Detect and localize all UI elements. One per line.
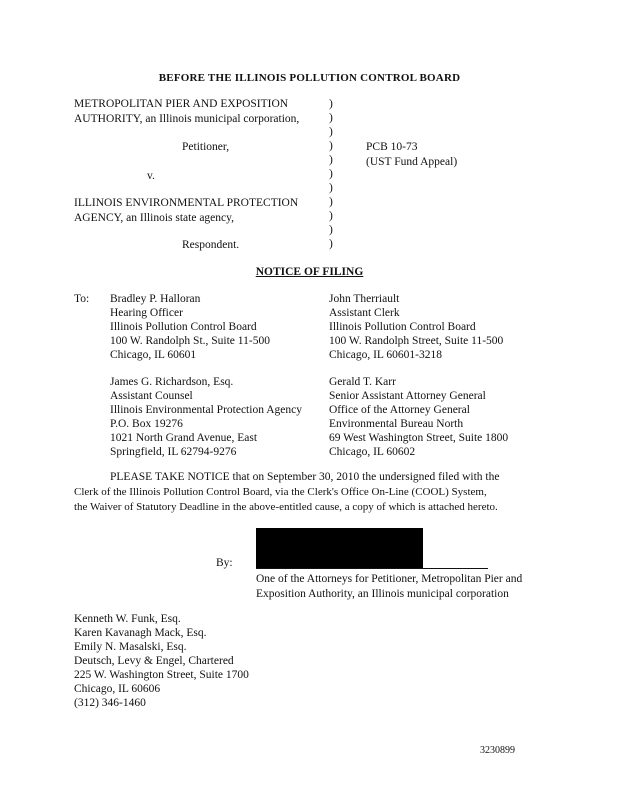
petitioner-name-line2: AUTHORITY, an Illinois municipal corporation, <box>74 113 300 125</box>
address-line: 100 W. Randolph St., Suite 11-500 <box>110 335 270 347</box>
address-line: Hearing Officer <box>110 307 183 319</box>
case-type: (UST Fund Appeal) <box>366 156 458 168</box>
paren: ) <box>329 140 333 152</box>
counsel-line: Chicago, IL 60606 <box>74 683 161 695</box>
address-line: Environmental Bureau North <box>329 418 464 430</box>
paren: ) <box>329 154 333 166</box>
address-line: Chicago, IL 60601-3218 <box>329 349 442 361</box>
address-line: Illinois Environmental Protection Agency <box>110 404 302 416</box>
address-line: Chicago, IL 60601 <box>110 349 197 361</box>
signature-caption-line2: Exposition Authority, an Illinois municipal corporation <box>256 588 509 600</box>
paren: ) <box>329 168 333 180</box>
counsel-block <box>74 612 249 710</box>
counsel-line: Kenneth W. Funk, Esq. <box>74 613 181 625</box>
address-line: Office of the Attorney General <box>329 404 470 416</box>
address-line: Illinois Pollution Control Board <box>110 321 257 333</box>
petitioner-role: Petitioner, <box>182 141 230 153</box>
notice-title: NOTICE OF FILING <box>255 266 364 278</box>
paren: ) <box>329 126 333 138</box>
counsel-line: 225 W. Washington Street, Suite 1700 <box>74 669 249 681</box>
address-line: John Therriault <box>329 293 400 305</box>
board-title: BEFORE THE ILLINOIS POLLUTION CONTROL BOARD <box>158 72 461 84</box>
paren: ) <box>329 182 333 194</box>
notice-body-line2: Clerk of the Illinois Pollution Control Board, via the Clerk's Office On-Line (COOL) System, <box>74 486 487 498</box>
recipient-block <box>329 292 503 362</box>
paren: ) <box>329 98 333 110</box>
address-line: P.O. Box 19276 <box>110 418 183 430</box>
by-label: By: <box>216 557 233 569</box>
counsel-line: Deutsch, Levy & Engel, Chartered <box>74 655 234 667</box>
paren: ) <box>329 112 333 124</box>
to-label: To: <box>74 293 90 305</box>
counsel-line: Karen Kavanagh Mack, Esq. <box>74 627 207 639</box>
recipient-block <box>110 375 302 459</box>
paren: ) <box>329 224 333 236</box>
paren: ) <box>329 238 333 250</box>
address-line: Springfield, IL 62794-9276 <box>110 446 237 458</box>
address-line: Gerald T. Karr <box>329 376 396 388</box>
case-number: PCB 10-73 <box>366 141 418 153</box>
recipient-block <box>110 292 270 362</box>
address-line: Bradley P. Halloran <box>110 293 201 305</box>
address-line: 69 West Washington Street, Suite 1800 <box>329 432 509 444</box>
caption-paren-column <box>329 97 337 251</box>
signature-line <box>256 568 488 569</box>
respondent-name-line2: AGENCY, an Illinois state agency, <box>74 212 235 224</box>
notice-body-line1: PLEASE TAKE NOTICE that on September 30, 2010 the undersigned filed with the <box>110 471 500 483</box>
address-line: Illinois Pollution Control Board <box>329 321 476 333</box>
signature-caption-line1: One of the Attorneys for Petitioner, Metropolitan Pier and <box>256 573 523 585</box>
address-line: Assistant Counsel <box>110 390 193 402</box>
respondent-name-line1: ILLINOIS ENVIRONMENTAL PROTECTION <box>74 197 299 209</box>
address-line: Senior Assistant Attorney General <box>329 390 486 402</box>
address-line: Chicago, IL 60602 <box>329 446 416 458</box>
address-line: 100 W. Randolph Street, Suite 11-500 <box>329 335 504 347</box>
paren: ) <box>329 210 333 222</box>
respondent-role: Respondent. <box>182 239 240 251</box>
counsel-line: Emily N. Masalski, Esq. <box>74 641 187 653</box>
counsel-line: (312) 346-1460 <box>74 697 146 709</box>
address-line: 1021 North Grand Avenue, East <box>110 432 258 444</box>
address-line: Assistant Clerk <box>329 307 400 319</box>
recipient-block <box>329 375 508 459</box>
document-number: 3230899 <box>480 745 515 756</box>
petitioner-name-line1: METROPOLITAN PIER AND EXPOSITION <box>74 98 289 110</box>
address-line: James G. Richardson, Esq. <box>110 376 234 388</box>
redacted-signature <box>256 528 423 569</box>
notice-body-line3: the Waiver of Statutory Deadline in the above-entitled cause, a copy of which is attached hereto. <box>74 501 498 513</box>
versus: v. <box>147 170 155 182</box>
paren: ) <box>329 196 333 208</box>
